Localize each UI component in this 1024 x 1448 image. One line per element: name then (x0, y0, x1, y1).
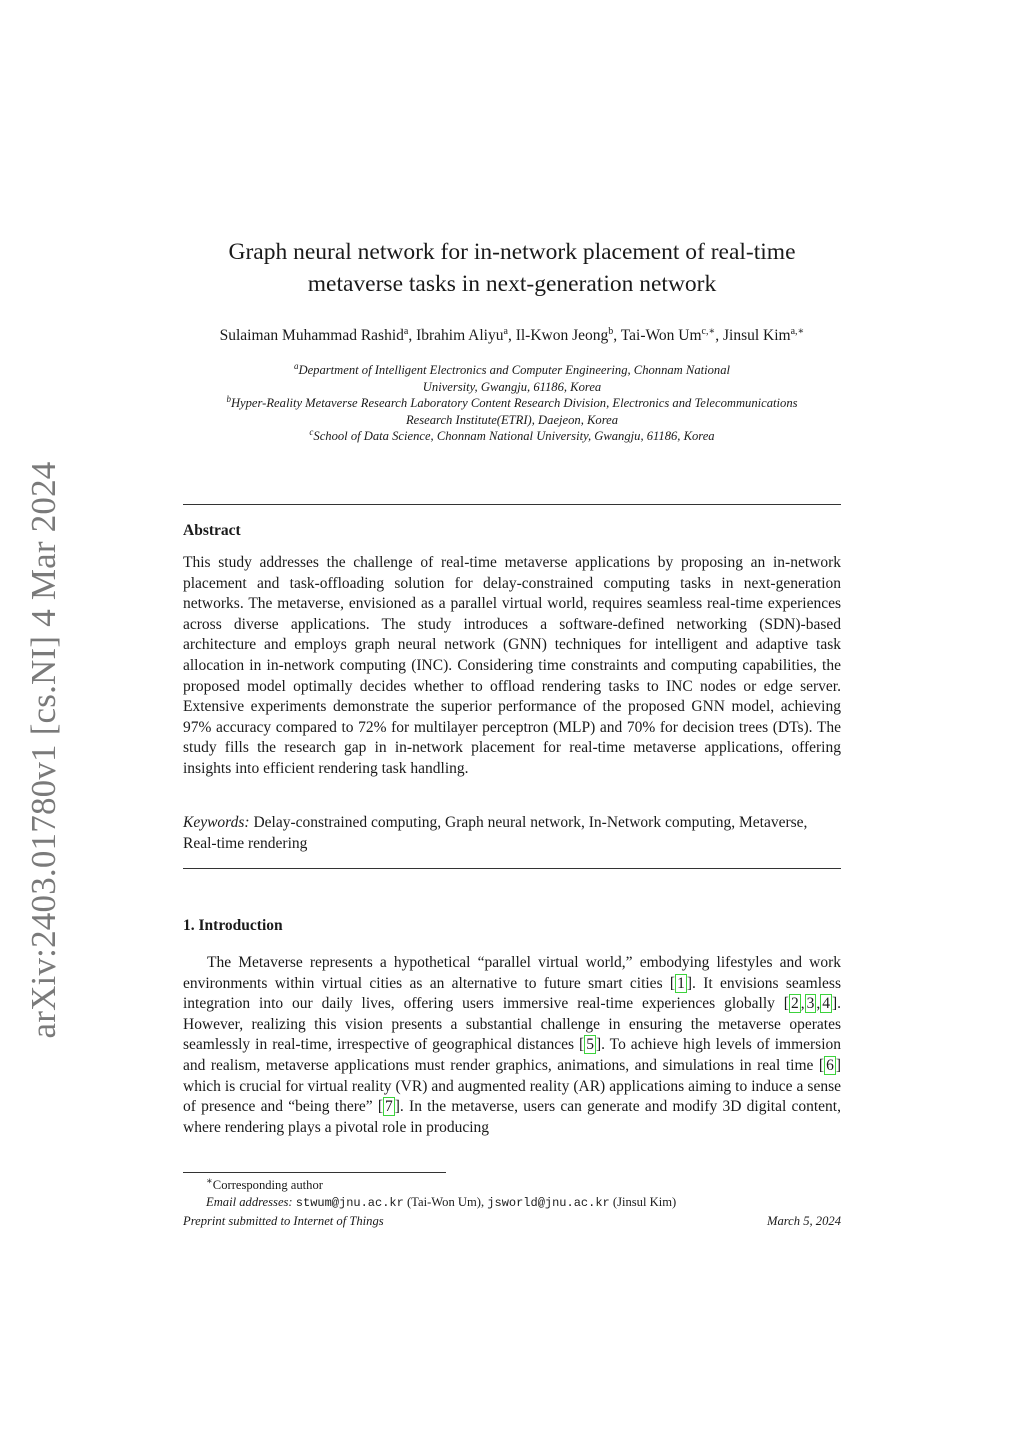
citation-link[interactable]: 1 (677, 974, 685, 992)
footnote-mark: ∗ (206, 1175, 213, 1187)
abstract-bottom-rule (183, 868, 841, 869)
author (621, 327, 723, 344)
keywords-label: Keywords: (183, 814, 250, 831)
author-name: Jinsul Kim (723, 327, 791, 344)
affiliation-b (160, 395, 864, 412)
affiliation-text: Hyper-Reality Metaverse Research Laboratory Content Research Division, Electronics and Telecommunications (230, 396, 798, 410)
author-separator: , (613, 327, 621, 344)
citation-separator: , (816, 995, 821, 1013)
citation-link[interactable]: 6 (826, 1056, 834, 1074)
intro-text: ] which is crucial for virtual reality (VR) and augmented reality (AR) applications aiming to induce a sense of presence and “being there” [ (183, 1056, 841, 1116)
author-list (150, 325, 874, 347)
author-affiliation-mark: a (403, 325, 409, 337)
author-name: Ibrahim Aliyu (416, 327, 504, 344)
abstract-text: This study addresses the challenge of real-time metaverse applications by proposing an in-network placement and task-offloading solution for delay-constrained computing tasks in next-generation networks. The metaverse, envisioned as a parallel virtual world, requires seamless real-time experiences across diverse applications. The study introduces a software-defined networking (SDN)-based architecture and employs graph neural network (GNN) techniques for intelligent and adaptive task allocation in in-network computing (INC). Considering time constraints and computing capabilities, the proposed model optimally decides whether to offload rendering tasks to INC nodes or edge server. Extensive experiments demonstrate the superior performance of the proposed GNN model, achieving 97% accuracy compared to 72% for multilayer perceptron (MLP) and 70% for decision trees (DTs). The study fills the research gap in in-network placement for real-time metaverse applications, offering insights into efficient rendering task handling. (183, 554, 841, 777)
intro-text: ]. In the metaverse, users can generate and modify 3D digital content, where rendering plays a pivotal role in producing (183, 1098, 841, 1136)
author-affiliation-mark: a,∗ (790, 325, 805, 337)
abstract-top-rule (183, 504, 841, 505)
citation-link[interactable]: 7 (385, 1098, 393, 1116)
affiliation-mark: a (293, 360, 299, 371)
citation-link[interactable]: 4 (822, 995, 830, 1013)
author-name: Il-Kwon Jeong (515, 327, 609, 344)
introduction-paragraph (183, 953, 841, 1138)
footnote-rule (183, 1172, 446, 1173)
keywords-text: Delay-constrained computing, Graph neural network, In-Network computing, Metaverse, Real-time rendering (183, 814, 808, 852)
citation-link[interactable]: 3 (806, 995, 815, 1013)
affiliation-mark: b (226, 393, 231, 404)
affiliation-a-cont: University, Gwangju, 61186, Korea (422, 379, 602, 394)
email-owner: (Jinsul Kim) (612, 1195, 677, 1209)
affiliation-text: School of Data Science, Chonnam National University, Gwangju, 61186, Korea (313, 429, 715, 443)
footnote-text: Corresponding author (212, 1178, 323, 1192)
author (723, 327, 804, 344)
affiliation-text: Department of Intelligent Electronics and Computer Engineering, Chonnam National (298, 363, 731, 377)
email-link[interactable]: jsworld@jnu.ac.kr (487, 1196, 610, 1210)
paper-title (180, 236, 844, 300)
arxiv-identifier[interactable]: arXiv:2403.01780v1 [cs.NI] 4 Mar 2024 (24, 461, 63, 1039)
author (416, 327, 516, 344)
author-separator: , (715, 327, 723, 344)
author-affiliation-mark: c,∗ (701, 325, 716, 337)
keywords (183, 812, 841, 854)
section-heading-introduction: 1. Introduction (183, 917, 283, 934)
affiliation-b-cont: Research Institute(ETRI), Daejeon, Korea (405, 412, 619, 427)
footer-journal: Preprint submitted to Internet of Things (183, 1214, 384, 1228)
intro-text: ]. It envisions seamless integration into our daily lives, offering users immersive real-time experiences globally [ (183, 974, 841, 1013)
intro-text: ]. However, realizing this vision presents a substantial challenge in ensuring the metaverse operates seamlessly in real-time, irrespective of geographical distances [ (183, 995, 841, 1054)
citation-link[interactable]: 5 (586, 1036, 594, 1054)
author-name: Tai-Won Um (620, 327, 702, 344)
abstract-heading: Abstract (183, 522, 241, 539)
author-name: Sulaiman Muhammad Rashid (219, 327, 404, 344)
author (220, 327, 416, 344)
affiliation-c (160, 428, 864, 445)
author-affiliation-mark: b (608, 325, 614, 337)
intro-text: ]. To achieve high levels of immersion and realism, metaverse applications must render graphics, animations, and simulations in real time [ (183, 1036, 842, 1074)
affiliations (160, 362, 864, 445)
email-owner: (Tai-Won Um), (406, 1195, 485, 1209)
author-separator: , (507, 327, 516, 344)
email-link[interactable]: stwum@jnu.ac.kr (295, 1196, 404, 1210)
citation-separator: , (800, 995, 805, 1013)
footnote-emails (206, 1194, 676, 1212)
affiliation-mark: c (309, 426, 314, 437)
citation-link[interactable]: 2 (790, 995, 799, 1013)
title-line-2: metaverse tasks in next-generation network (307, 271, 717, 297)
email-label: Email addresses: (206, 1195, 293, 1209)
author-separator: , (408, 327, 417, 344)
title-line-1: Graph neural network for in-network placement of real-time (228, 239, 796, 265)
footnote-corresponding (206, 1177, 323, 1194)
affiliation-a (160, 362, 864, 379)
intro-text: The Metaverse represents a hypothetical “parallel virtual world,” embodying lifestyles and work environments within virtual cities as an alternative to future smart cities [ (183, 954, 841, 992)
author (516, 327, 621, 344)
footer-date: March 5, 2024 (766, 1214, 841, 1228)
author-affiliation-mark: a (503, 325, 508, 337)
